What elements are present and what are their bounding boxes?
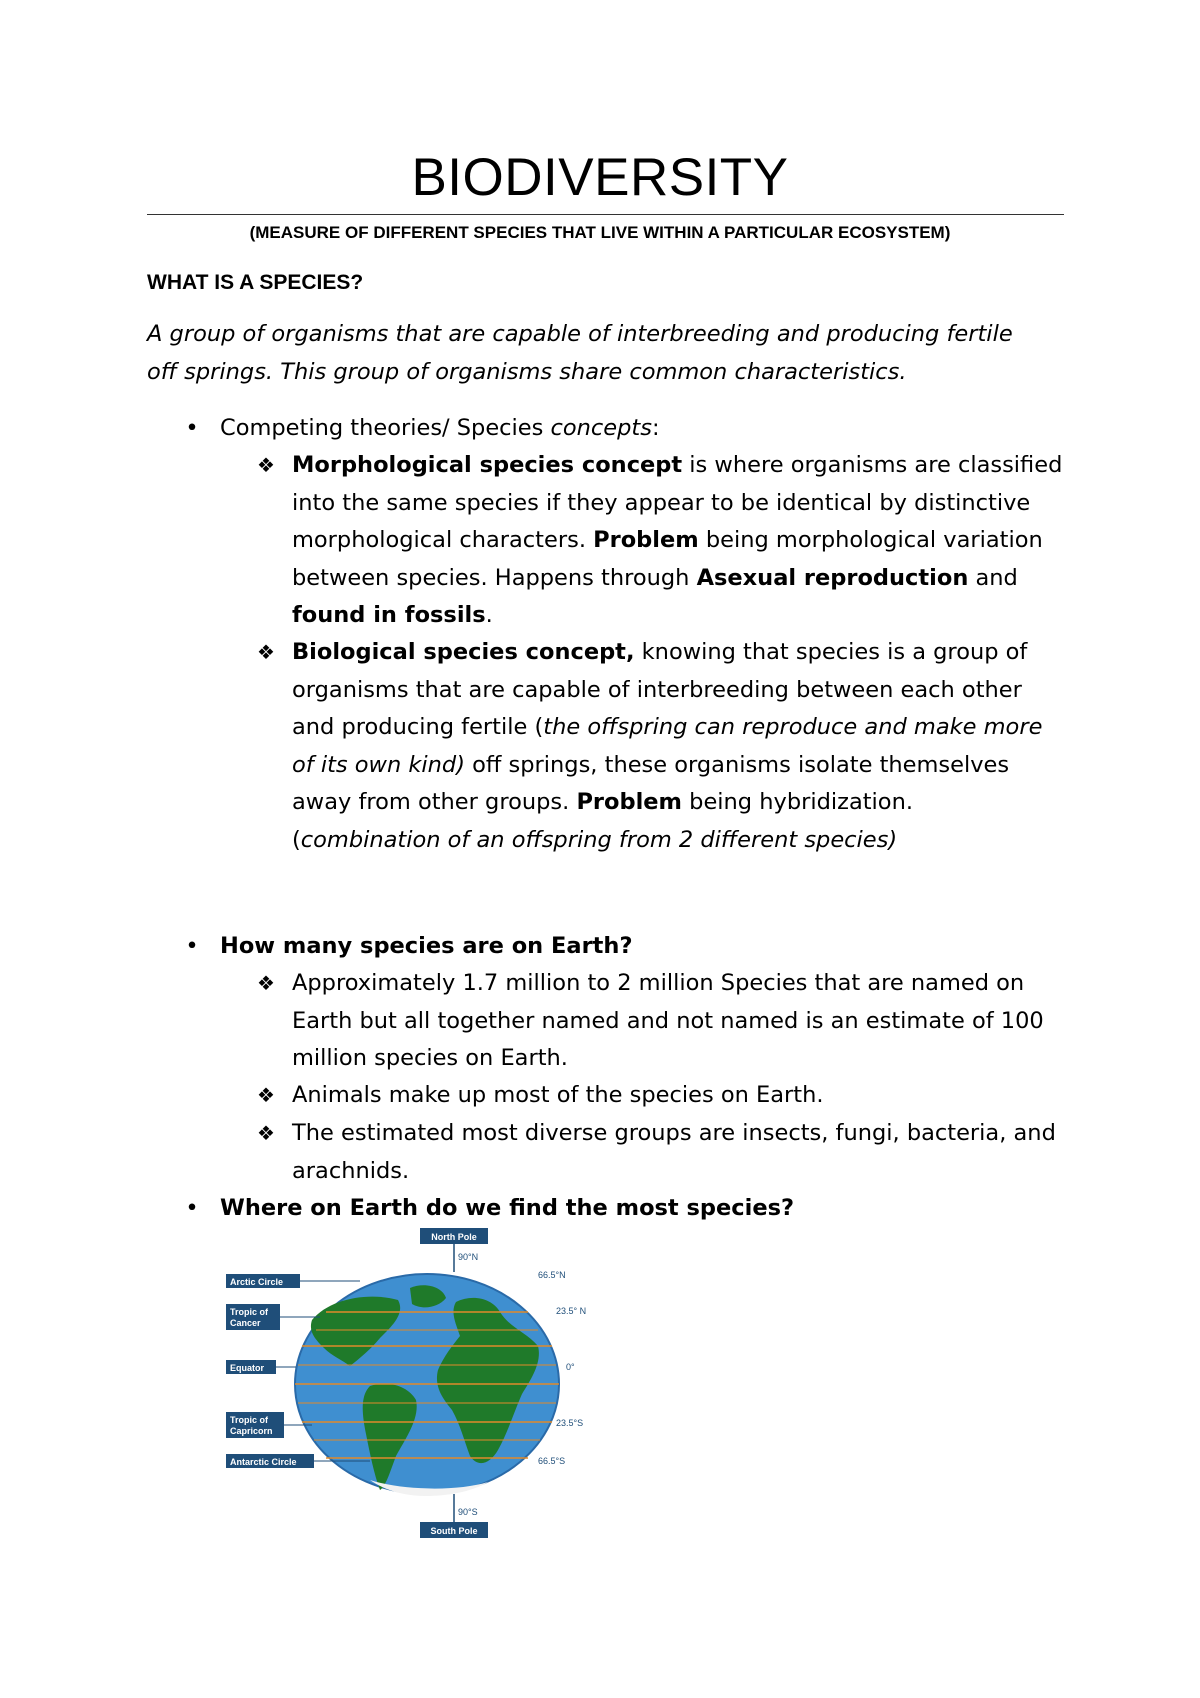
degree-label-66n: 66.5°N	[538, 1270, 566, 1280]
section-heading-what-is-species: WHAT IS A SPECIES?	[147, 271, 364, 294]
svg-text:90°S: 90°S	[458, 1507, 478, 1517]
bullet-text: Competing theories/ Species concepts:	[220, 415, 660, 441]
bullet-dot: •	[185, 1195, 199, 1221]
diamond-bullet-icon: ❖	[257, 640, 275, 664]
diamond-bullet-icon: ❖	[257, 1083, 275, 1107]
definition-line: A group of organisms that are capable of interbreeding and producing fertile	[147, 321, 1013, 347]
svg-text:North Pole: North Pole	[431, 1232, 477, 1242]
diamond-bullet-icon: ❖	[257, 453, 275, 477]
list-item-text: Biological species concept, knowing that species is a group of organisms that are capable of interbreeding between each other and producing fertile (the offspring can reproduce and make more of its own kind) off springs, these organisms isolate themselves away from other groups. Problem being hybridization. (combination of an offspring from 2 different species)	[292, 639, 1043, 853]
bullet-heading: Where on Earth do we find the most species?	[220, 1195, 795, 1221]
svg-text:Tropic of: Tropic of	[230, 1415, 268, 1425]
north-pole-label	[420, 1228, 488, 1272]
tropic-of-cancer-label	[226, 1304, 320, 1330]
tropic-of-capricorn-label	[226, 1412, 312, 1438]
svg-text:Equator: Equator	[230, 1363, 265, 1373]
bullet-dot: •	[185, 415, 199, 441]
svg-text:Arctic Circle: Arctic Circle	[230, 1277, 284, 1287]
degree-label-66s: 66.5°S	[538, 1456, 566, 1466]
svg-text:Antarctic Circle: Antarctic Circle	[230, 1457, 297, 1467]
page-title: BIODIVERSITY	[411, 148, 789, 207]
equator-label	[226, 1360, 296, 1374]
definition-line: off springs. This group of organisms share common characteristics.	[147, 358, 907, 385]
svg-text:Capricorn: Capricorn	[230, 1426, 273, 1436]
list-item-text: Morphological species concept is where organisms are classified into the same species if they appear to be identical by distinctive morphological characters. Problem being morphological variation between species. Happens through Asexual reproduction and found in fossils.	[292, 452, 1063, 628]
diamond-bullet-icon: ❖	[257, 1121, 275, 1145]
diamond-bullet-icon: ❖	[257, 971, 275, 995]
svg-text:Tropic of: Tropic of	[230, 1307, 268, 1317]
bullet-heading: How many species are on Earth?	[220, 933, 633, 959]
page-subtitle: (MEASURE OF DIFFERENT SPECIES THAT LIVE WITHIN A PARTICULAR ECOSYSTEM)	[249, 223, 951, 242]
arctic-circle-label	[226, 1274, 360, 1288]
list-item-text: The estimated most diverse groups are insects, fungi, bacteria, and arachnids.	[292, 1120, 1056, 1184]
bullet-dot: •	[185, 933, 199, 959]
svg-text:South Pole: South Pole	[430, 1526, 478, 1536]
degree-label-23s: 23.5°S	[556, 1418, 584, 1428]
earth-latitude-diagram	[220, 1228, 600, 1540]
svg-text:Cancer: Cancer	[230, 1318, 261, 1328]
list-item-text: Animals make up most of the species on Earth.	[292, 1082, 824, 1108]
species-definition	[147, 316, 1077, 391]
list-item-text: Approximately 1.7 million to 2 million Species that are named on Earth but all together named and not named is an estimate of 100 million species on Earth.	[292, 970, 1044, 1071]
svg-text:90°N: 90°N	[458, 1252, 479, 1262]
title-underline	[147, 214, 1064, 215]
south-pole-label	[420, 1494, 488, 1538]
degree-label-23n: 23.5° N	[556, 1306, 587, 1316]
degree-label-equator: 0°	[566, 1362, 575, 1372]
